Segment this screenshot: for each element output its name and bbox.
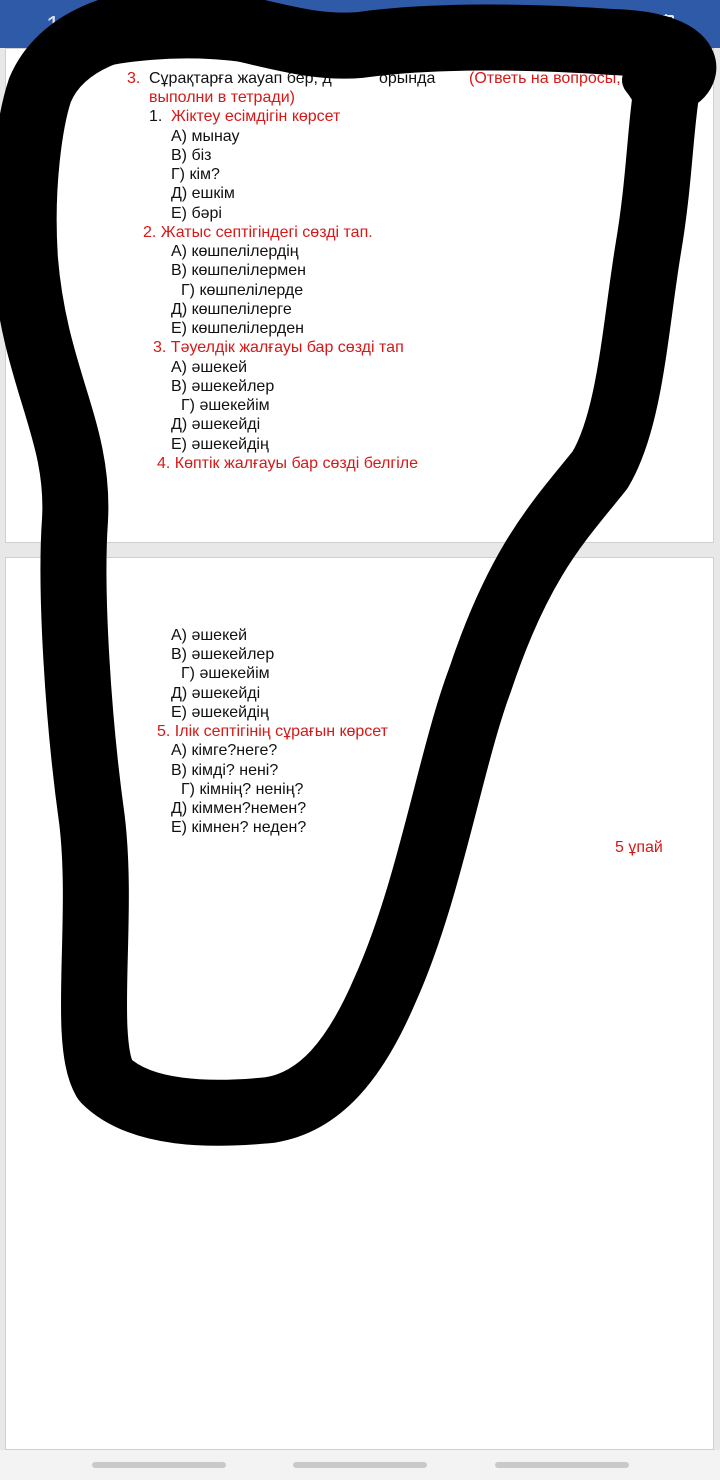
q5-option-b: В) кімді? нені? [171, 762, 279, 779]
battery-percentage: 2% [614, 10, 652, 41]
status-time: 16: [46, 10, 86, 40]
q3b-option-g: Г) әшекейім [181, 397, 270, 414]
question-3-russian-part-2: выполни в тетради) [149, 89, 295, 106]
signal-icon: ◔ ⫶ [574, 10, 605, 40]
status-icons [575, 10, 674, 42]
q3b-option-b: В) әшекейлер [171, 378, 275, 395]
question-4-title: 4. Көптік жалғауы бар сөзді белгіле [157, 455, 419, 472]
question-3-number: 3. [127, 70, 141, 87]
question-3-text-end: орында [379, 70, 436, 87]
q5-option-e: Е) кімнен? неден? [171, 819, 307, 836]
question-2-title: 2. Жатыс септігіндегі сөзді тап. [143, 224, 373, 241]
q4-option-d: Д) әшекейді [171, 685, 261, 702]
q2-option-d: Д) көшпелілерге [171, 301, 292, 318]
question-3b-title: 3. Тәуелдік жалғауы бар сөзді тап [153, 339, 404, 356]
q4-option-g: Г) әшекейім [181, 665, 270, 682]
q5-option-g: Г) кімнің? ненің? [181, 781, 304, 798]
document-page-1 [5, 48, 714, 543]
q3b-option-e: Е) әшекейдің [171, 436, 269, 453]
q1-option-d: Д) ешкім [171, 185, 235, 202]
document-page-2 [5, 557, 714, 1450]
q1-option-g: Г) кім? [171, 166, 220, 183]
points-label: 5 ұпай [615, 839, 663, 856]
q3b-option-d: Д) әшекейді [171, 416, 261, 433]
question-3-text: Сұрақтарға жауап бер, д [149, 70, 332, 87]
question-1-title: Жіктеу есімдігін көрсет [171, 108, 341, 125]
battery-charging-icon [662, 15, 674, 37]
q4-option-b: В) әшекейлер [171, 646, 275, 663]
q5-option-a: А) кімге?неге? [171, 742, 278, 759]
q2-option-g: Г) көшпелілерде [181, 282, 304, 299]
question-3-russian-part-1: (Ответь на вопросы, [469, 70, 621, 87]
q1-option-a: А) мынау [171, 128, 240, 145]
q1-option-b: В) біз [171, 147, 212, 164]
nav-handle-right[interactable] [495, 1462, 629, 1468]
bottom-navigation-bar [0, 1450, 720, 1480]
nav-handle-center[interactable] [293, 1462, 427, 1468]
q1-option-e: Е) бәрі [171, 205, 222, 222]
q4-option-e: Е) әшекейдің [171, 704, 269, 721]
q2-option-a: А) көшпелілердің [171, 243, 299, 260]
nav-handle-left[interactable] [92, 1462, 226, 1468]
question-1-number: 1. [149, 108, 163, 125]
q5-option-d: Д) кіммен?немен? [171, 800, 307, 817]
q4-option-a: А) әшекей [171, 627, 248, 644]
q2-option-b: В) көшпелілермен [171, 262, 306, 279]
status-bar [0, 0, 720, 48]
q2-option-e: Е) көшпелілерден [171, 320, 304, 337]
question-5-title: 5. Ілік септігінің сұрағын көрсет [157, 723, 388, 740]
q3b-option-a: А) әшекей [171, 359, 248, 376]
